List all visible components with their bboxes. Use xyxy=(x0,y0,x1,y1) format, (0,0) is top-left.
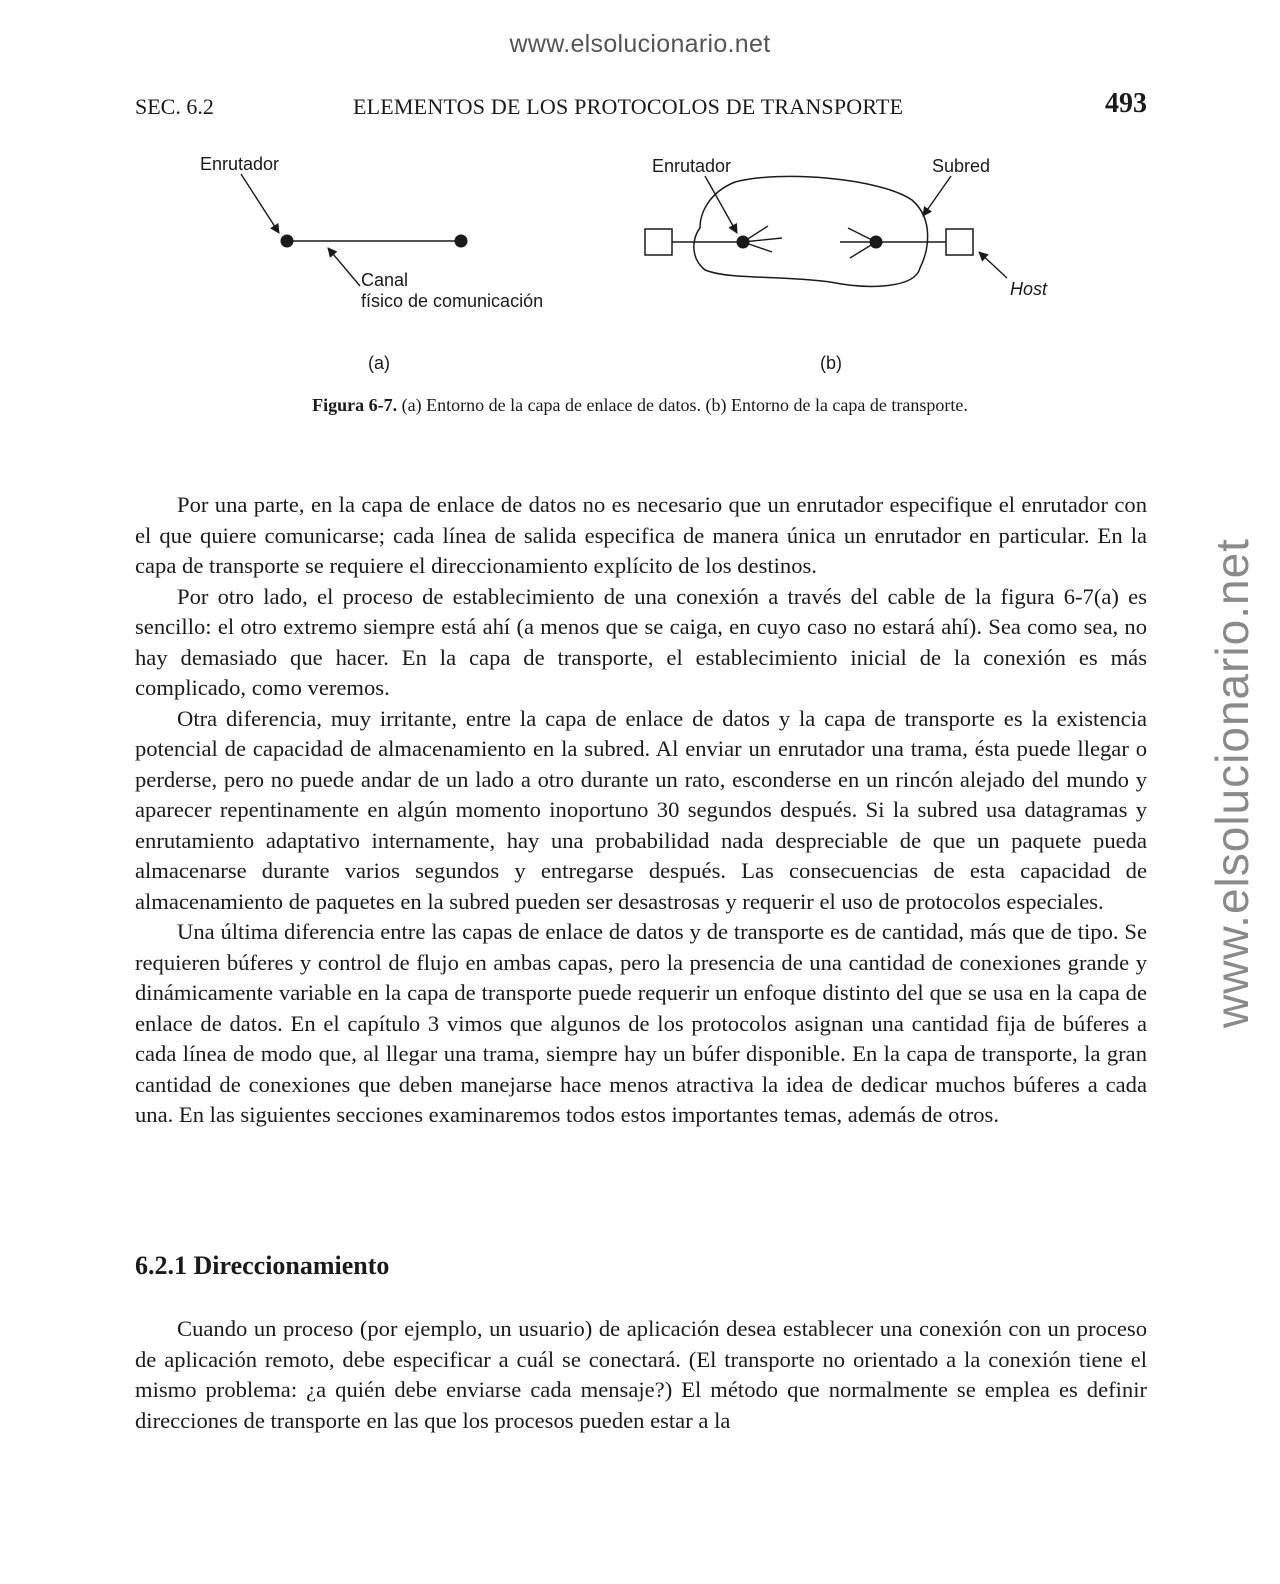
paragraph: Cuando un proceso (por ejemplo, un usuario) de aplicación desea establecer una conexión con un proceso de aplicación remoto, debe especificar a cuál se conectará. (El transporte no orientado a la conexión tiene el mismo problema: ¿a quién debe enviarse cada mensaje?) El método que normalmente se emplea es definir direcciones de transporte en las que los procesos pueden estar a la xyxy=(135,1316,1147,1433)
label-host: Host xyxy=(1010,279,1048,299)
page-number: 493 xyxy=(1105,88,1147,119)
watermark-side: www.elsolucionario.net xyxy=(1206,538,1258,1028)
section-heading: 6.2.1 Direccionamiento xyxy=(135,1251,390,1280)
diagram-a xyxy=(241,174,468,286)
subnet-cloud xyxy=(694,176,928,286)
running-header xyxy=(135,88,1147,128)
figure-diagram xyxy=(0,140,1280,380)
diagram-b xyxy=(645,176,1007,286)
figure-caption xyxy=(0,395,1280,416)
paragraph: Una última diferencia entre las capas de enlace de datos y de transporte es de cantidad, más que de tipo. Se requieren búferes y control de flujo en ambas capas, pero la presencia de una cantidad de conexiones grande y dinámicamente variable en la capa de transporte puede requerir un enfoque distinto del que se usa en la capa de enlace de datos. En el capítulo 3 vimos que algunos de los protocolos asignan una cantidad fija de búferes a cada línea de modo que, al llegar una trama, siempre hay un búfer disponible. En la capa de transporte, la gran cantidad de conexiones que deben manejarse hace menos atractiva la idea de dedicar muchos búferes a cada una. En las siguientes secciones examinaremos todos estos importantes temas, además de otros. xyxy=(135,919,1147,1127)
figure-6-7 xyxy=(0,140,1280,380)
paragraph: Por una parte, en la capa de enlace de datos no es necesario que un enrutador especifique el enrutador con el que quiere comunicarse; cada línea de salida especifica de manera única un enrutador en particular. En la capa de transporte se requiere el direccionamiento explícito de los destinos. xyxy=(135,492,1147,578)
label-router-b: Enrutador xyxy=(652,156,732,176)
host-box-left xyxy=(645,229,672,255)
label-router-a: Enrutador xyxy=(200,154,280,174)
subnet-pointer-arrow xyxy=(923,176,951,216)
body-text-main xyxy=(135,490,1147,1131)
watermark-top: www.elsolucionario.net xyxy=(509,30,771,58)
host-box-right xyxy=(946,229,973,255)
channel-pointer-arrow xyxy=(328,248,360,286)
paragraph: Otra diferencia, muy irritante, entre la capa de enlace de datos y la capa de transporte es la existencia potencial de capacidad de almacenamiento en la subred. Al enviar un enrutador una trama, ésta puede llegar o perderse, pero no puede andar de un lado a otro durante un rato, esconderse en un rincón alejado del mundo y aparecer repentinamente en algún momento inoportuno 30 segundos después. Si la subred usa datagramas y enrutamiento adaptativo internamente, hay una probabilidad nada despreciable de que un paquete pueda almacenarse durante varios segundos y entregarse después. Las consecuencias de esta capacidad de almacenamiento de paquetes en la subred pueden ser desastrosas y requerir el uso de protocolos especiales. xyxy=(135,705,1147,914)
sublabel-b: (b) xyxy=(820,353,842,373)
caption-label: Figura 6-7. xyxy=(312,395,398,415)
router-fanout-left xyxy=(743,226,782,252)
router-b-pointer-arrow xyxy=(705,176,737,233)
chapter-title: ELEMENTOS DE LOS PROTOCOLOS DE TRANSPORTE xyxy=(353,94,904,119)
paragraph: Por otro lado, el proceso de establecimiento de una conexión a través del cable de la figura 6-7(a) es sencillo: el otro extremo siempre está ahí (a menos que se caiga, en cuyo caso no estará ahí). Sea como sea, no hay demasiado que hacer. En la capa de transporte, el establecimiento inicial de la conexión es más complicado, como veremos. xyxy=(135,583,1147,700)
router-pointer-arrow xyxy=(241,174,279,233)
body-text-section xyxy=(135,1314,1147,1436)
caption-text: (a) Entorno de la capa de enlace de datos. (b) Entorno de la capa de transporte. xyxy=(397,395,968,415)
label-channel-line1: Canal xyxy=(361,270,409,290)
router-node-right xyxy=(455,235,468,248)
label-subnet: Subred xyxy=(932,156,991,176)
sublabel-a: (a) xyxy=(368,353,390,373)
section-number: SEC. 6.2 xyxy=(135,94,214,119)
router-node-left xyxy=(281,235,294,248)
label-channel-line2: físico de comunicación xyxy=(361,291,544,311)
host-pointer-arrow xyxy=(979,252,1007,278)
